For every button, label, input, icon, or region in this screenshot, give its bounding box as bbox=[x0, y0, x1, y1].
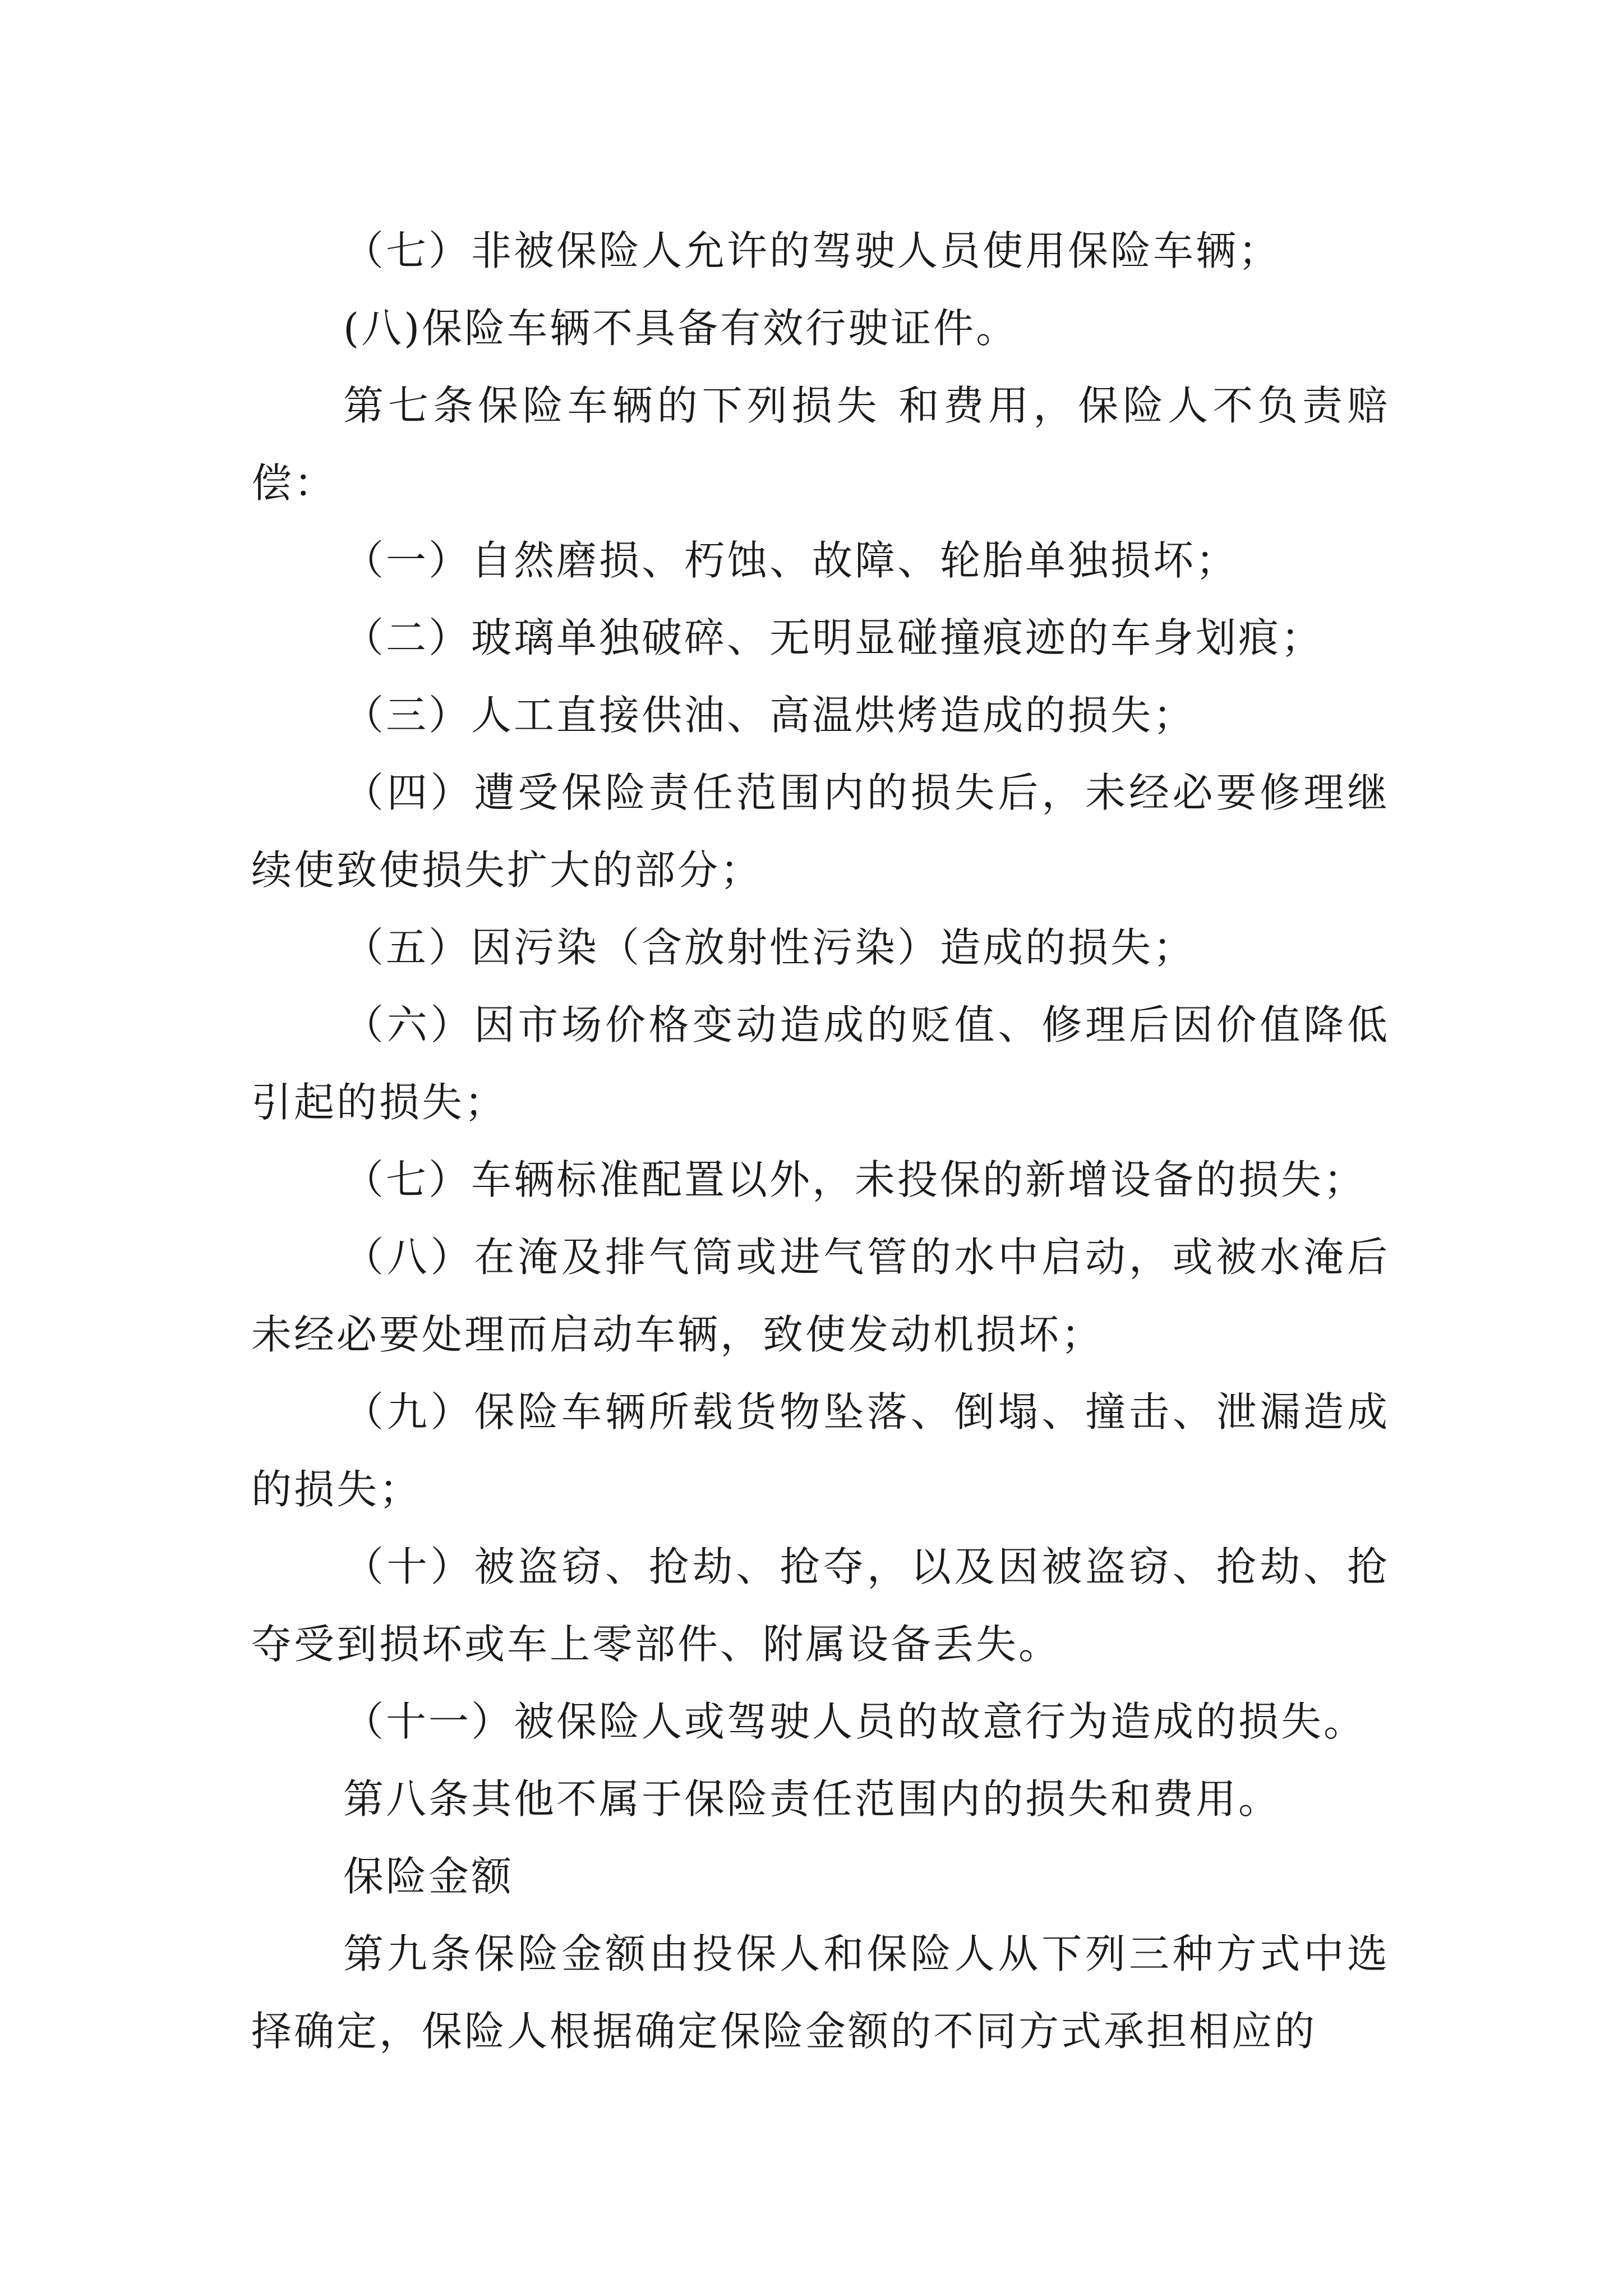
article-7-item-1: （一）自然磨损、朽蚀、故障、轮胎单独损坏； bbox=[343, 537, 1239, 584]
article-7-item-4: （四）遭受保险责任范围内的损失后，未经必要修理继续使致使损失扩大的部分； bbox=[251, 769, 1390, 894]
document-body bbox=[251, 212, 1390, 2070]
article-7-item-8: （八）在淹及排气筒或进气管的水中启动，或被水淹后未经必要处理而启动车辆，致使发动机损坏； bbox=[251, 1234, 1390, 1358]
article-9: 第九条保险金额由投保人和保险人从下列三种方式中选择确定，保险人根据确定保险金额的不同方式承担相应的 bbox=[251, 1930, 1390, 2055]
section-heading-insured-amount: 保险金额 bbox=[343, 1853, 514, 1900]
article-7-item-10: （十）被盗窃、抢劫、抢夺，以及因被盗窃、抢劫、抢夺受到损坏或车上零部件、附属设备丢失。 bbox=[251, 1543, 1390, 1668]
article-7-item-7: （七）车辆标准配置以外，未投保的新增设备的损失； bbox=[343, 1156, 1367, 1203]
article-7-item-5: （五）因污染（含放射性污染）造成的损失； bbox=[343, 924, 1196, 971]
article-7-item-3: （三）人工直接供油、高温烘烤造成的损失； bbox=[343, 692, 1196, 739]
clause-7-item-7: （七）非被保险人允许的驾驶人员使用保险车辆； bbox=[343, 227, 1281, 274]
article-7-item-6: （六）因市场价格变动造成的贬值、修理后因价值降低引起的损失； bbox=[251, 1001, 1390, 1126]
article-7-heading: 第七条保险车辆的下列损失 和费用，保险人不负责赔偿： bbox=[251, 382, 1390, 507]
article-8: 第八条其他不属于保险责任范围内的损失和费用。 bbox=[343, 1775, 1281, 1823]
article-7-item-2: （二）玻璃单独破碎、无明显碰撞痕迹的车身划痕； bbox=[343, 614, 1324, 661]
article-7-item-11: （十一）被保险人或驾驶人员的故意行为造成的损失。 bbox=[343, 1698, 1367, 1745]
clause-7-item-8: (八)保险车辆不具备有效行驶证件。 bbox=[343, 305, 1019, 352]
article-7-item-9: （九）保险车辆所载货物坠落、倒塌、撞击、泄漏造成的损失； bbox=[251, 1388, 1390, 1513]
